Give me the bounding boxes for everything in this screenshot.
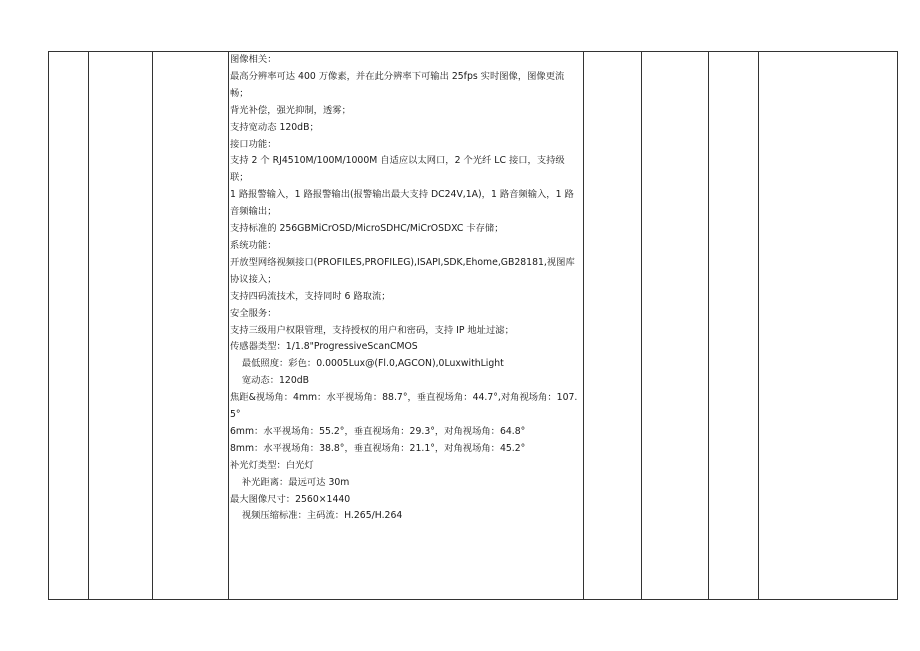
spec-line: 宽动态：120dB — [230, 375, 310, 387]
spec-line: 支持标准的 256GBMiCrOSD/MicroSDHC/MiCrOSDXC 卡存储； — [230, 223, 504, 235]
spec-line: 传感器类型：1/1.8"ProgressiveScanCMOS — [230, 341, 418, 353]
column-border — [88, 51, 89, 600]
spec-line: 支持宽动态 120dB； — [230, 121, 319, 133]
column-border — [228, 51, 229, 600]
spec-line: 补光灯类型：白光灯 — [230, 459, 314, 471]
spec-line: 最高分辨率可达 400 万像素，并在此分辨率下可输出 25fps 实时图像，图像更流畅； — [230, 70, 565, 99]
spec-line: 最大图像尺寸：2560×1440 — [230, 493, 351, 505]
spec-line: 6mm：水平视场角：55.2°，垂直视场角：29.3°，对角视场角：64.8° — [230, 425, 526, 437]
spec-line: 焦距&视场角：4mm：水平视场角：88.7°，垂直视场角：44.7°,对角视场角：107.5° — [230, 392, 578, 421]
column-border — [152, 51, 153, 600]
spec-line: 安全服务： — [230, 307, 277, 319]
spec-line: 补光距离：最远可达 30m — [230, 476, 350, 488]
spec-line: 1 路报警输入，1 路报警输出(报警输出最大支持 DC24V,1A)，1 路音频输入，1 路音频输出； — [230, 189, 574, 218]
spec-cell — [230, 52, 580, 525]
column-border — [583, 51, 584, 600]
table-bottom-border — [48, 599, 898, 600]
column-border — [48, 51, 49, 600]
column-border — [897, 51, 898, 600]
spec-line: 最低照度：彩色：0.0005Lux@(Fl.0,AGCON),0LuxwithLight — [230, 358, 504, 370]
spec-line: 背光补偿，强光抑制，透雾； — [230, 104, 351, 116]
spec-line: 支持 2 个 RJ4510M/100M/1000M 自适应以太网口，2 个光纤 LC 接口，支持级联； — [230, 155, 565, 184]
spec-line: 接口功能： — [230, 138, 277, 150]
column-border — [758, 51, 759, 600]
spec-line: 8mm：水平视场角：38.8°，垂直视场角：21.1°，对角视场角：45.2° — [230, 442, 526, 454]
spec-line: 系统功能： — [230, 239, 277, 251]
spec-line: 开放型网络视频接口(PROFILES,PROFILEG),ISAPI,SDK,Ehome,GB28181,视图库协议接入； — [230, 256, 575, 285]
spec-line: 支持四码流技术，支持同时 6 路取流； — [230, 290, 391, 302]
column-border — [641, 51, 642, 600]
spec-line: 视频压缩标准：主码流：H.265/H.264 — [230, 510, 403, 522]
spec-line: 图像相关： — [230, 54, 277, 65]
column-border — [708, 51, 709, 600]
spec-line: 支持三级用户权限管理，支持授权的用户和密码，支持 IP 地址过滤； — [230, 324, 514, 336]
